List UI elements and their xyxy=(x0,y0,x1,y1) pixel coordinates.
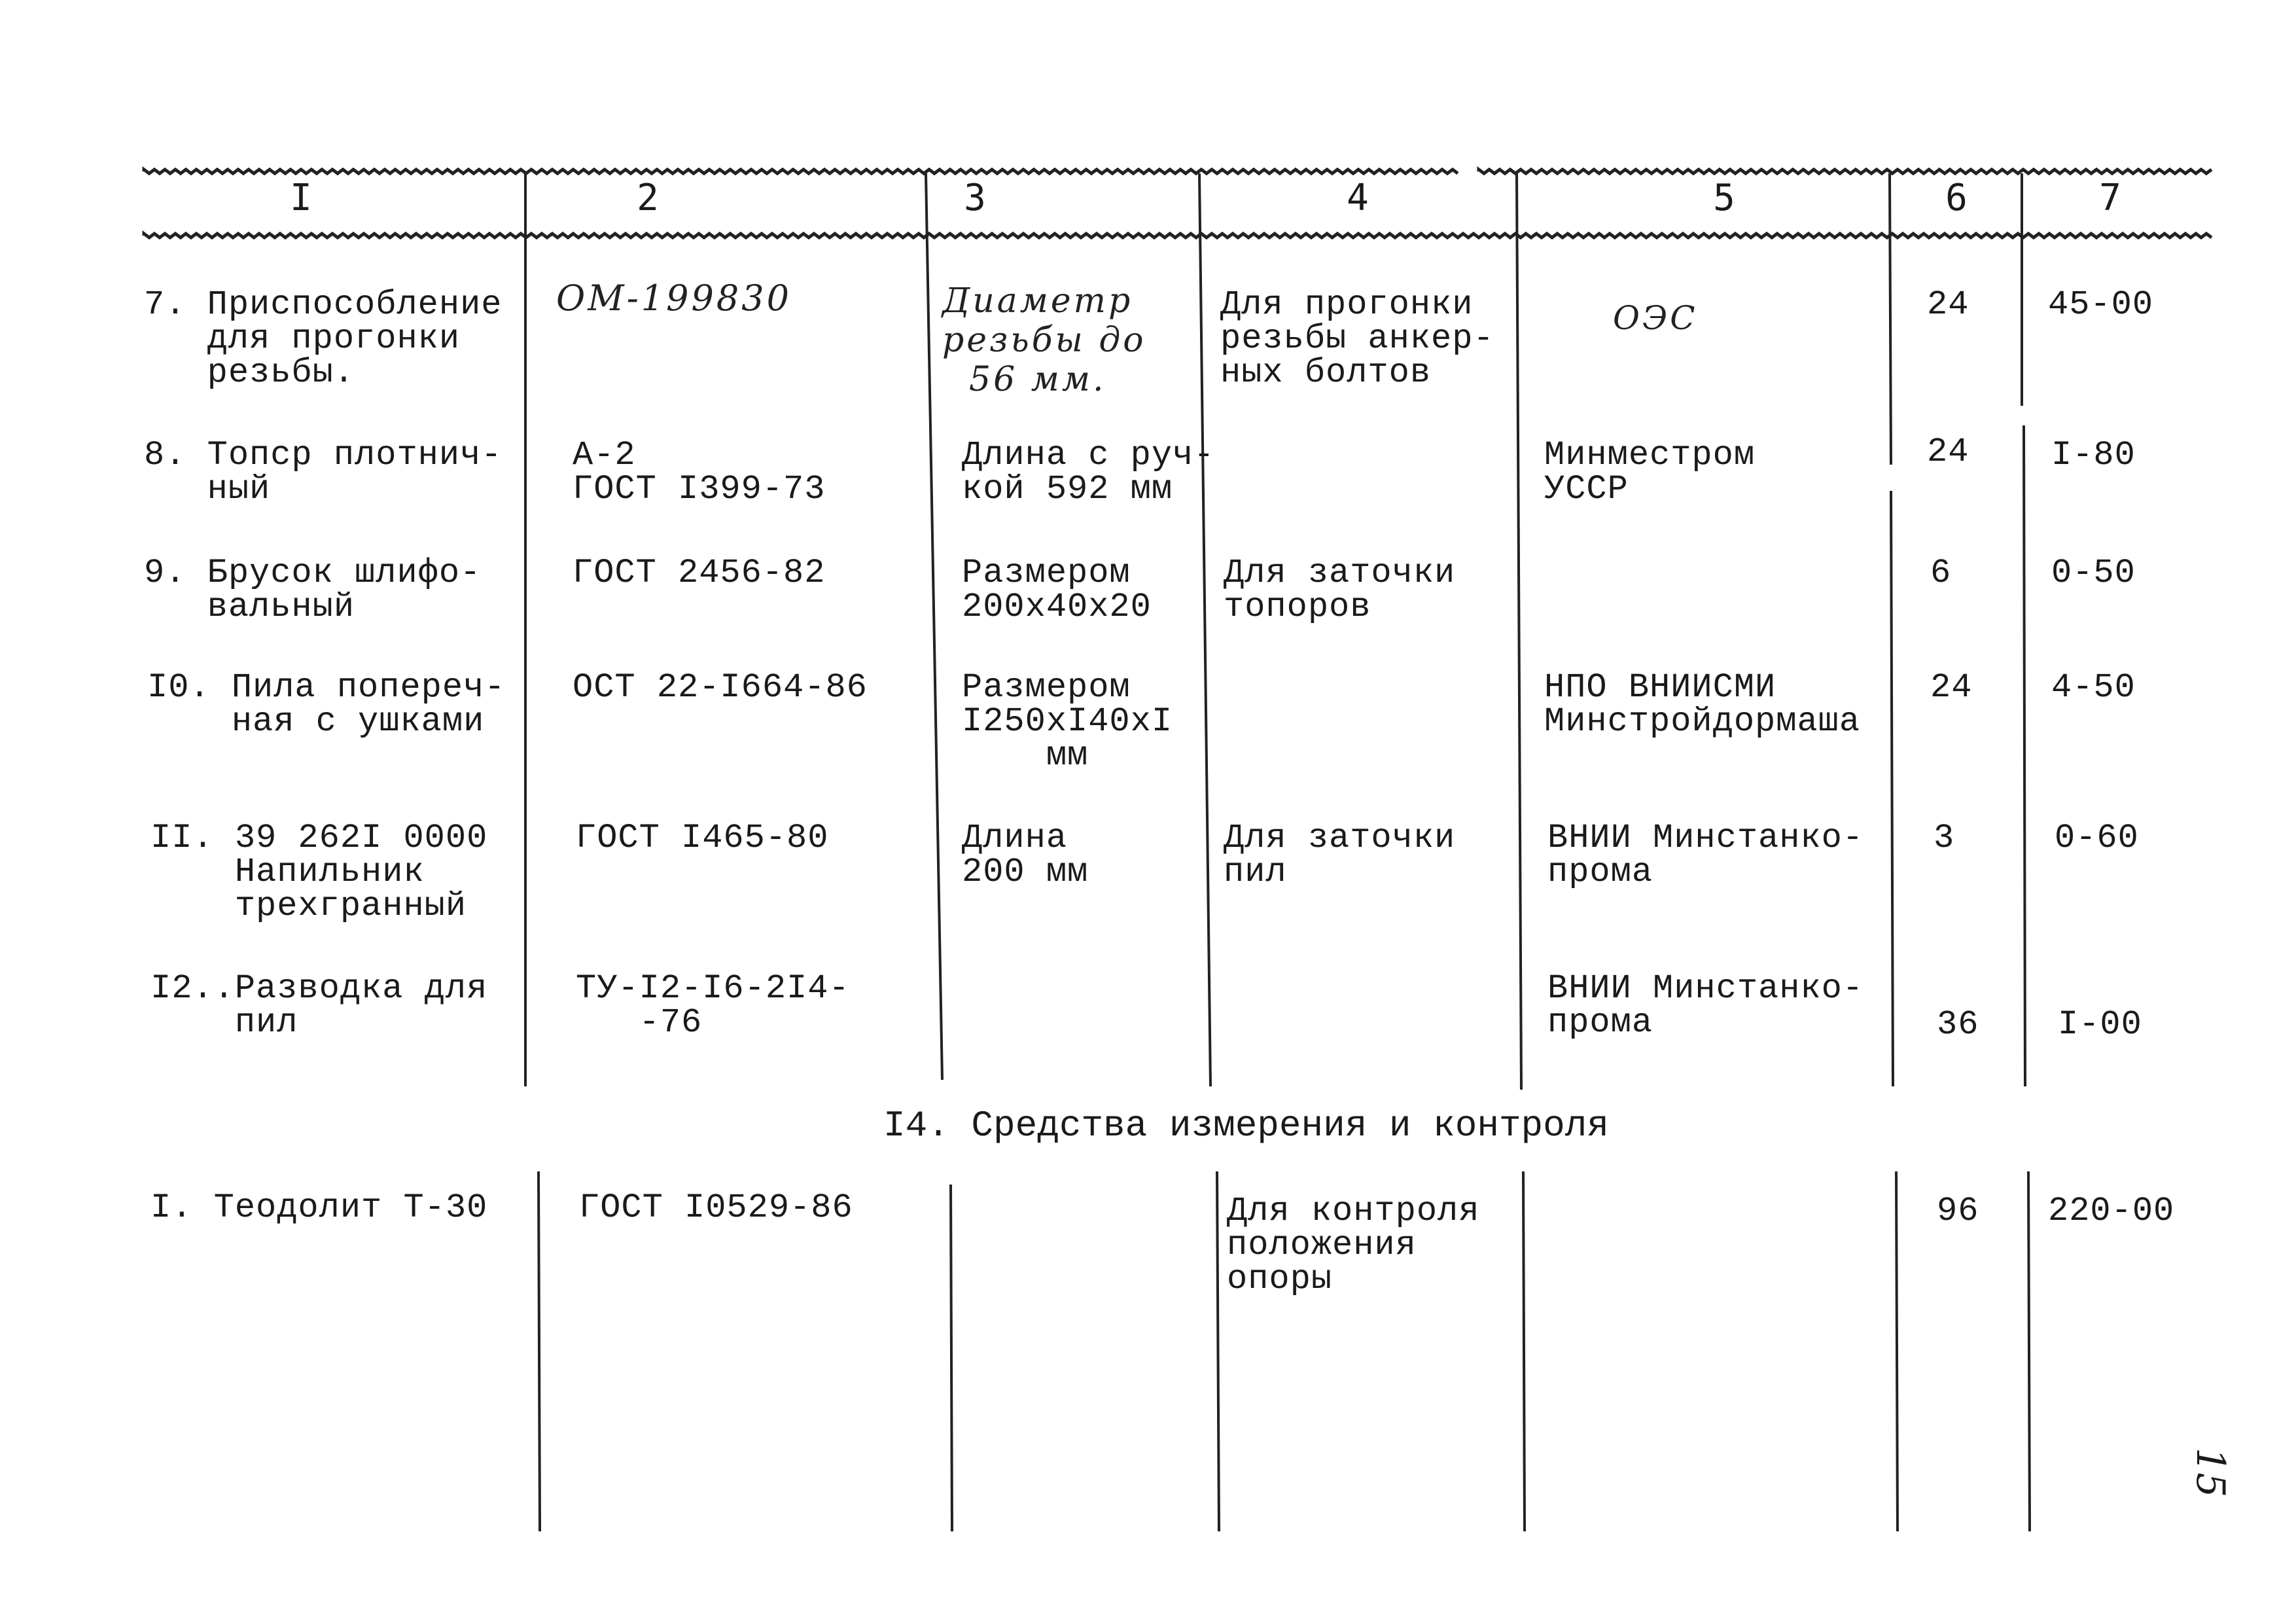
divider-1-2-lower xyxy=(539,1171,540,1531)
row-7-specs: Диаметр резьбы до 56 мм. xyxy=(942,281,1146,399)
row-7-maker: ОЭС xyxy=(1613,299,1698,337)
row-12-price: I-00 xyxy=(2058,1005,2142,1044)
row-10-price: 4-50 xyxy=(2051,668,2136,707)
divider-5-6-lower xyxy=(1896,1171,1898,1531)
header-wavy-rule xyxy=(144,234,2212,238)
divider-4-5 xyxy=(1517,173,1521,1090)
row-11-purpose: Для заточки пил xyxy=(1224,819,1456,891)
row-8-designation: А-2 ГОСТ I399-73 xyxy=(573,436,826,508)
row-10-name: I0. Пила попереч- ная с ушками xyxy=(147,668,506,741)
header-col-7: 7 xyxy=(2099,177,2121,219)
row-s14-1-purpose: Для контроля положения опоры xyxy=(1227,1192,1480,1298)
row-11-qty: 3 xyxy=(1934,819,1955,857)
row-9-name: 9. Брусок шлифо- вальный xyxy=(144,554,482,626)
row-7-qty: 24 xyxy=(1927,285,1969,324)
row-12-name: I2..Разводка для пил xyxy=(150,969,488,1042)
divider-5-6b xyxy=(1891,491,1893,1086)
row-11-designation: ГОСТ I465-80 xyxy=(576,819,829,857)
row-s14-1-price: 220-00 xyxy=(2048,1192,2175,1230)
row-7-price: 45-00 xyxy=(2048,285,2154,324)
header-col-3: 3 xyxy=(964,177,986,219)
divider-2-3 xyxy=(926,173,942,1080)
header-col-2: 2 xyxy=(637,177,659,219)
header-col-5: 5 xyxy=(1713,177,1735,219)
row-12-designation: ТУ-I2-I6-2I4- -76 xyxy=(576,969,850,1042)
page-number: 15 xyxy=(2187,1447,2234,1498)
section-title: I4. Средства измерения и контроля xyxy=(883,1105,1609,1147)
row-9-specs: Размером 200х40х20 xyxy=(962,554,1152,626)
row-8-price: I-80 xyxy=(2051,436,2136,474)
row-10-maker: НПО ВНИИСМИ Минстройдормаша xyxy=(1544,668,1861,741)
header-col-4: 4 xyxy=(1347,177,1369,219)
header-col-1: I xyxy=(290,177,312,219)
row-9-qty: 6 xyxy=(1930,554,1952,592)
row-7-designation: ОМ-199830 xyxy=(556,277,792,319)
row-8-maker: Минместром УССР xyxy=(1544,436,1756,508)
row-7-name: 7. Приспособление для прогонки резьбы. xyxy=(144,285,503,392)
row-12-maker: ВНИИ Минстанко- прома xyxy=(1547,969,1864,1042)
row-11-maker: ВНИИ Минстанко- прома xyxy=(1547,819,1864,891)
row-7-purpose: Для прогонки резьбы анкер- ных болтов xyxy=(1220,285,1494,392)
top-wavy-rule xyxy=(144,169,2212,173)
row-9-price: 0-50 xyxy=(2051,554,2136,592)
divider-3-4-lower xyxy=(1217,1171,1219,1531)
row-10-specs: Размером I250хI40хI мм xyxy=(962,668,1173,775)
divider-6-7-lower xyxy=(2028,1171,2030,1531)
divider-3-4 xyxy=(1199,173,1210,1086)
row-9-purpose: Для заточки топоров xyxy=(1224,554,1456,626)
row-11-price: 0-60 xyxy=(2055,819,2139,857)
row-s14-1-name: I. Теодолит Т-30 xyxy=(150,1188,488,1227)
header-col-6: 6 xyxy=(1945,177,1968,219)
row-s14-1-designation: ГОСТ I0529-86 xyxy=(579,1188,853,1227)
row-11-specs: Длина 200 мм xyxy=(962,819,1089,891)
row-s14-1-qty: 96 xyxy=(1937,1192,1979,1230)
row-8-specs: Длина с руч- кой 592 мм xyxy=(962,436,1215,508)
row-10-designation: ОСТ 22-I664-86 xyxy=(573,668,868,707)
divider-4-5-lower xyxy=(1523,1171,1525,1531)
row-8-qty: 24 xyxy=(1927,433,1969,471)
row-8-name: 8. Топср плотнич- ный xyxy=(144,436,503,508)
row-9-designation: ГОСТ 2456-82 xyxy=(573,554,826,592)
row-12-qty: 36 xyxy=(1937,1005,1979,1044)
divider-6-7b xyxy=(2024,425,2025,1086)
divider-2-3-lower xyxy=(951,1185,952,1531)
row-11-name: II. 39 262I 0000 Напильник трехгранный xyxy=(150,819,488,925)
row-10-qty: 24 xyxy=(1930,668,1973,707)
